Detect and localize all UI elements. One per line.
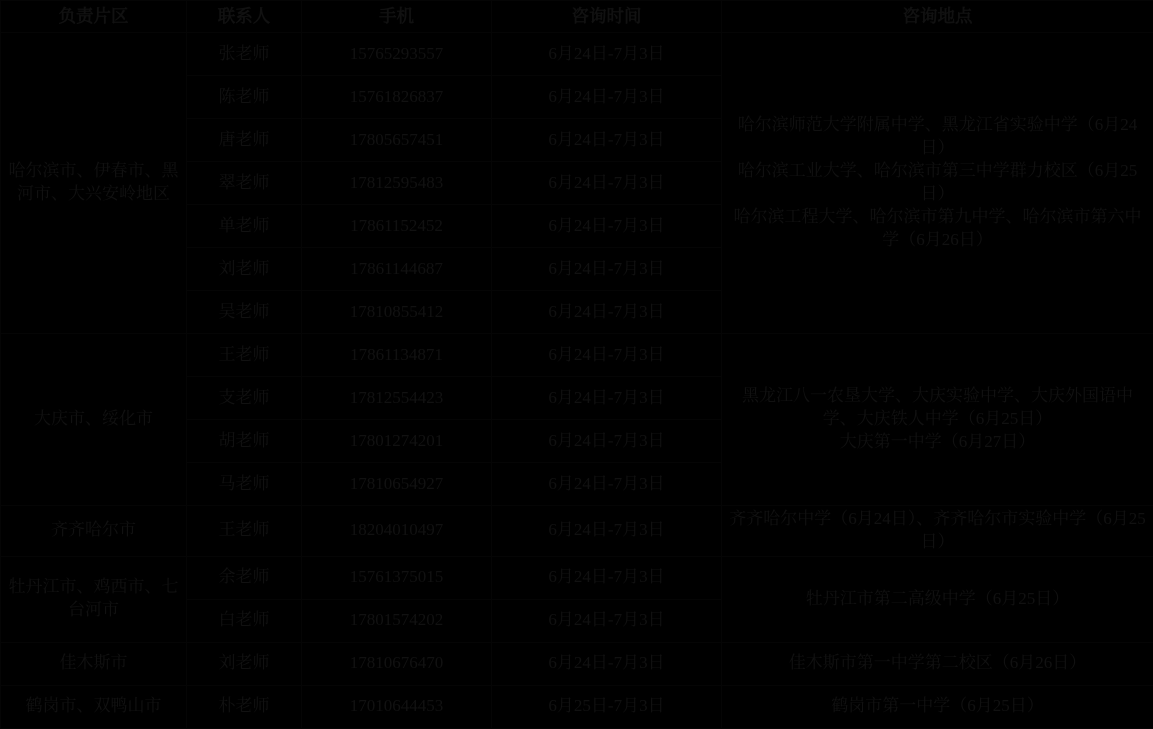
place-cell: 鹤岗市第一中学（6月25日）	[722, 685, 1153, 728]
time-cell: 6月24日-7月3日	[492, 506, 722, 557]
phone-cell: 18204010497	[302, 506, 492, 557]
phone-cell: 17812595483	[302, 162, 492, 205]
place-cell: 黑龙江八一农垦大学、大庆实验中学、大庆外国语中学、大庆铁人中学（6月25日） 大庆第一中学（6月27日）	[722, 334, 1153, 506]
contact-cell: 王老师	[187, 506, 302, 557]
phone-cell: 17010644453	[302, 685, 492, 728]
contact-cell: 陈老师	[187, 76, 302, 119]
area-cell: 鹤岗市、双鸭山市	[1, 685, 187, 728]
phone-cell: 17861134871	[302, 334, 492, 377]
time-cell: 6月24日-7月3日	[492, 76, 722, 119]
contact-cell: 余老师	[187, 556, 302, 599]
table-row	[1, 506, 1153, 557]
contact-cell: 吴老师	[187, 291, 302, 334]
table-row	[1, 334, 1153, 377]
column-header-contact: 联系人	[187, 1, 302, 33]
table-row	[1, 642, 1153, 685]
time-cell: 6月24日-7月3日	[492, 599, 722, 642]
phone-cell: 17810676470	[302, 642, 492, 685]
contact-cell: 刘老师	[187, 642, 302, 685]
phone-cell: 17810654927	[302, 463, 492, 506]
column-header-place: 咨询地点	[722, 1, 1153, 33]
table-row	[1, 685, 1153, 728]
time-cell: 6月24日-7月3日	[492, 33, 722, 76]
phone-cell: 17812554423	[302, 377, 492, 420]
contact-cell: 白老师	[187, 599, 302, 642]
contact-cell: 单老师	[187, 205, 302, 248]
time-cell: 6月24日-7月3日	[492, 205, 722, 248]
contact-cell: 张老师	[187, 33, 302, 76]
column-header-area: 负责片区	[1, 1, 187, 33]
phone-cell: 17810855412	[302, 291, 492, 334]
place-cell: 佳木斯市第一中学第二校区（6月26日）	[722, 642, 1153, 685]
contact-cell: 王老师	[187, 334, 302, 377]
time-cell: 6月24日-7月3日	[492, 291, 722, 334]
contact-cell: 胡老师	[187, 420, 302, 463]
phone-cell: 17801574202	[302, 599, 492, 642]
area-cell: 佳木斯市	[1, 642, 187, 685]
area-cell: 牡丹江市、鸡西市、七台河市	[1, 556, 187, 642]
phone-cell: 17805657451	[302, 119, 492, 162]
contact-cell: 朴老师	[187, 685, 302, 728]
contact-cell: 刘老师	[187, 248, 302, 291]
time-cell: 6月25日-7月3日	[492, 685, 722, 728]
time-cell: 6月24日-7月3日	[492, 377, 722, 420]
time-cell: 6月24日-7月3日	[492, 248, 722, 291]
place-cell: 哈尔滨师范大学附属中学、黑龙江省实验中学（6月24日） 哈尔滨工业大学、哈尔滨市第三中学群力校区（6月25日） 哈尔滨工程大学、哈尔滨市第九中学、哈尔滨市第六中学（6月26日）	[722, 33, 1153, 334]
contact-cell: 马老师	[187, 463, 302, 506]
contact-cell: 唐老师	[187, 119, 302, 162]
table-row	[1, 33, 1153, 76]
time-cell: 6月24日-7月3日	[492, 119, 722, 162]
time-cell: 6月24日-7月3日	[492, 420, 722, 463]
place-cell: 牡丹江市第二高级中学（6月25日）	[722, 556, 1153, 642]
time-cell: 6月24日-7月3日	[492, 162, 722, 205]
table-header-row	[1, 1, 1153, 33]
place-cell: 齐齐哈尔中学（6月24日）、齐齐哈尔市实验中学（6月25日）	[722, 506, 1153, 557]
phone-cell: 17801274201	[302, 420, 492, 463]
area-cell: 齐齐哈尔市	[1, 506, 187, 557]
time-cell: 6月24日-7月3日	[492, 334, 722, 377]
table-row	[1, 556, 1153, 599]
time-cell: 6月24日-7月3日	[492, 463, 722, 506]
table-body	[1, 33, 1153, 729]
phone-cell: 15761375015	[302, 556, 492, 599]
column-header-phone: 手机	[302, 1, 492, 33]
time-cell: 6月24日-7月3日	[492, 642, 722, 685]
contact-cell: 支老师	[187, 377, 302, 420]
area-cell: 大庆市、绥化市	[1, 334, 187, 506]
phone-cell: 17861144687	[302, 248, 492, 291]
phone-cell: 15761826837	[302, 76, 492, 119]
phone-cell: 15765293557	[302, 33, 492, 76]
contact-cell: 翠老师	[187, 162, 302, 205]
phone-cell: 17861152452	[302, 205, 492, 248]
area-cell: 哈尔滨市、伊春市、黑河市、大兴安岭地区	[1, 33, 187, 334]
column-header-time: 咨询时间	[492, 1, 722, 33]
time-cell: 6月24日-7月3日	[492, 556, 722, 599]
